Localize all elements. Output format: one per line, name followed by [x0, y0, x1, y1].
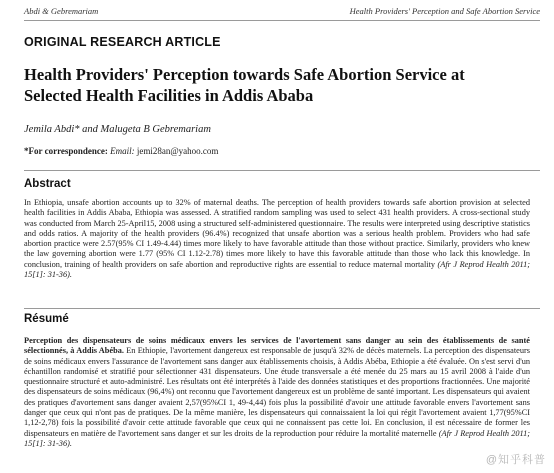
- abstract-heading: Abstract: [24, 178, 71, 190]
- running-head: [24, 6, 540, 16]
- watermark: @知乎科普: [485, 454, 546, 466]
- email-address[interactable]: jemi28an@yahoo.com: [136, 146, 219, 156]
- abstract-body: In Ethiopia, unsafe abortion accounts up to 32% of maternal deaths. The perception of health providers towards safe abortion provision at selected health facilities in Addis Ababa, Ethiopia was assessed. A stratified random sampling was used to select 431 health providers. A cross-sectional study was conducted from March 25-April15, 2008 using a structured self-administered questionnaire. The results were interpreted using descriptive statistics and odds ratios. A majority of the health providers (96.4%) recognized that unsafe abortion was a serious health problem. Providers who had safe abortion practice were 2.57(95% CI 1.49-4.44) times more likely to have favorable attitude than those without practice. Similarly, providers who knew the law governing abortion were 1.77 (95% CI 1.12-2.78) times more likely to have this favorable attitude than those who lack this knowledge. In conclusion, training of health providers on safe abortion and reproductive rights are essential to reduce maternal mortality: [24, 198, 530, 269]
- abstract-citation: (Afr J Reprod Health 2011; 15[1]: 31-36).: [24, 259, 530, 280]
- resume-top-rule: [24, 308, 540, 309]
- resume-text: [24, 336, 530, 449]
- author-line: Jemila Abdi* and Malugeta B Gebremariam: [24, 124, 211, 135]
- running-head-authors: Abdi & Gebremariam: [24, 6, 99, 16]
- header-rule: [24, 20, 540, 21]
- email-label: Email:: [110, 146, 135, 156]
- abstract-text: [24, 198, 530, 280]
- correspondence-line: [24, 146, 218, 156]
- resume-lead: Perception des dispensateurs de soins médicaux envers les services de l'avortement sans danger au sein des établissements de santé sélectionnés, à Addis Abéba.: [24, 336, 530, 356]
- resume-citation: (Afr J Reprod Health 2011; 15[1]: 31-36).: [24, 428, 530, 448]
- running-head-title: Health Providers' Perception and Safe Abortion Service: [349, 6, 540, 16]
- correspondence-label: *For correspondence:: [24, 146, 108, 156]
- article-type-label: ORIGINAL RESEARCH ARTICLE: [24, 35, 221, 49]
- resume-heading: Résumé: [24, 313, 69, 325]
- abstract-top-rule: [24, 170, 540, 171]
- article-title: Health Providers' Perception towards Safe Abortion Service at Selected Health Facilities in Addis Ababa: [24, 65, 465, 105]
- resume-body: En Ethiopie, l'avortement dangereux est responsable de jusqu'à 32% de décès maternels. La perception des dispensateurs de soins médicaux envers l'assurance de l'avortement sans danger aux établissements choisis, à Addis Abéba, Ethiopie a été évaluée. On s'est servi d'un échantillon randomisé et stratifié pour sélectionner 431 dispensateurs. Une étude transversale a été menée du 25 mars au 15 avril 2008 à l'aide d'un questionnaire structuré et auto-administré. Les résultats ont été interprétés à l'aide des données statistiques et des proportions fractionnées. Une majorité des dispensateurs de soins médicaux (96,4%) ont reconnu que l'avortement dangereux est un problème de santé important. Les dispensateurs qui avaient des pratiques d'avortement sans danger avaient 2,57(95%CI 1, 49-4,44) fois plus la possibilité d'avoir une attitude favorable envers l'avortement sans danger que ceux qui n'ont pas de pratiques. De la même manière, les dispensateurs qui connaissaient la loi qui régit l'avortement avaient 1,77(95%CI 1,12-2,78) fois la possibilité d'avoir cette attitude favorable que ceux qui ne connaissent pas cette loi. En conclusion, il est nécessaire de former les dispensateurs en matière de l'avortement sans danger et sur les droits de la reproduction pour réduire la mortalité maternelle: [24, 346, 530, 438]
